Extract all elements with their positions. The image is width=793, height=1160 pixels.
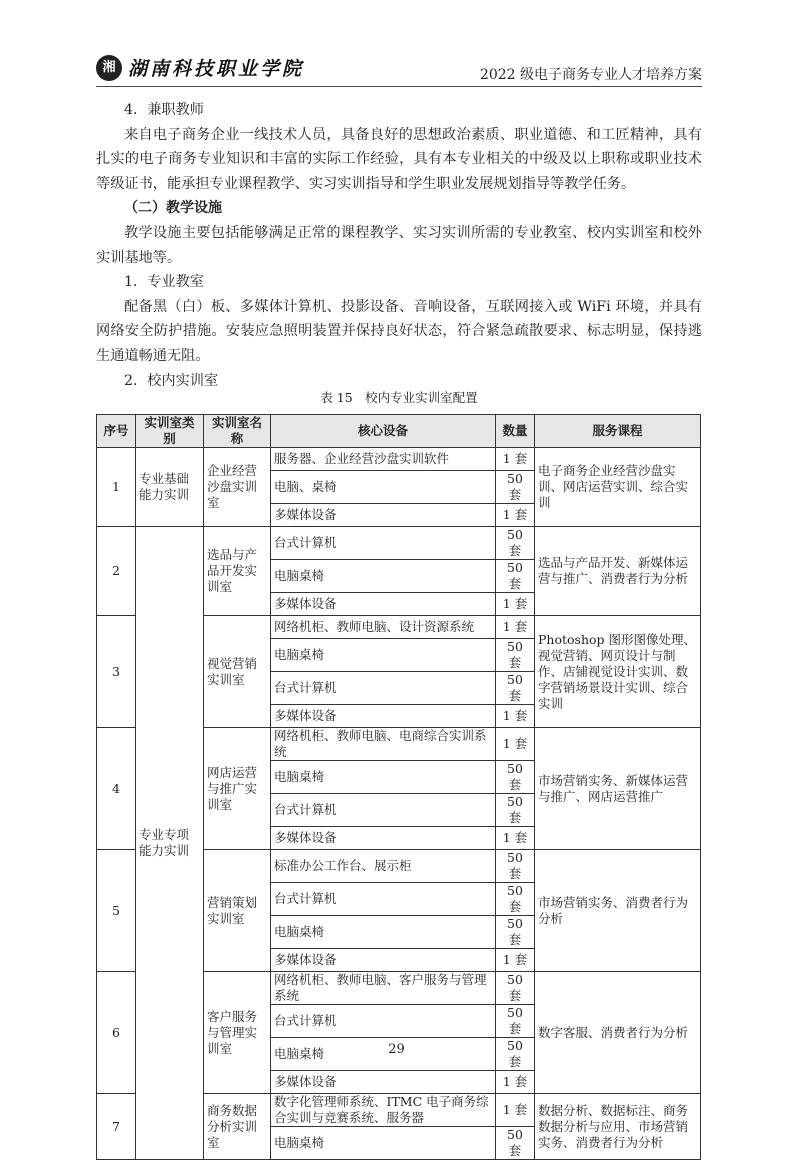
page-header [96, 56, 702, 87]
lab-name: 营销策划实训室 [204, 850, 271, 972]
row-no: 3 [97, 616, 136, 728]
college-name: 湖南科技职业学院 [128, 58, 305, 80]
equipment-qty: 1 套 [496, 504, 535, 527]
table-row [97, 527, 701, 560]
equipment-item: 台式计算机 [271, 883, 496, 916]
equipment-item: 网络机柜、教师电脑、电商综合实训系统 [271, 728, 496, 761]
row-no: 6 [97, 972, 136, 1094]
equipment-item: 多媒体设备 [271, 1071, 496, 1094]
equipment-item: 网络机柜、教师电脑、客户服务与管理系统 [271, 972, 496, 1005]
equipment-item: 台式计算机 [271, 672, 496, 705]
lab-name: 视觉营销实训室 [204, 616, 271, 728]
lab-name: 企业经营沙盘实训室 [204, 448, 271, 527]
equipment-item: 电脑桌椅 [271, 1038, 496, 1071]
row-no: 1 [97, 448, 136, 527]
table-row [97, 448, 701, 471]
equipment-item: 标准办公工作台、展示柜 [271, 850, 496, 883]
classroom-paragraph: 配备黑（白）板、多媒体计算机、投影设备、音响设备，互联网接入或 WiFi 环境，并具有网络安全防护措施。安装应急照明装置并保持良好状态，符合紧急疏散要求、标志明显，保持逃生通道畅通无阻。 [96, 298, 702, 364]
equipment-qty: 50 套 [496, 916, 535, 949]
header-category: 实训室类别 [136, 415, 204, 448]
equipment-item: 台式计算机 [271, 794, 496, 827]
equipment-qty: 1 套 [496, 705, 535, 728]
equipment-qty: 1 套 [496, 593, 535, 616]
service-courses: 数据分析、数据标注、商务数据分析与应用、市场营销实务、消费者行为分析 [535, 1094, 701, 1160]
college-seal-icon: 湘 [96, 55, 122, 81]
equipment-item: 多媒体设备 [271, 949, 496, 972]
equipment-qty: 1 套 [496, 448, 535, 471]
equipment-qty: 1 套 [496, 949, 535, 972]
body-text [96, 98, 702, 393]
lab-name: 商务数据分析实训室 [204, 1094, 271, 1160]
part-time-teacher-paragraph: 来自电子商务企业一线技术人员，具备良好的思想政治素质、职业道德、和工匠精神，具有扎实的电子商务专业知识和丰富的实际工作经验，具有本专业相关的中级及以上职称或职业技术等级证书，能承担专业课程教学、实习实训指导和学生职业发展规划指导等教学任务。 [96, 126, 702, 192]
service-courses: 数字客服、消费者行为分析 [535, 972, 701, 1094]
equipment-qty: 1 套 [496, 728, 535, 761]
equipment-item: 电脑桌椅 [271, 560, 496, 593]
header-courses: 服务课程 [535, 415, 701, 448]
lab-name: 网店运营与推广实训室 [204, 728, 271, 850]
equipment-item: 多媒体设备 [271, 593, 496, 616]
equipment-qty: 50 套 [496, 1127, 535, 1160]
lab-category: 专业基础能力实训 [136, 448, 204, 527]
equipment-qty: 50 套 [496, 560, 535, 593]
header-no: 序号 [97, 415, 136, 448]
college-logo [96, 54, 304, 81]
equipment-item: 台式计算机 [271, 1005, 496, 1038]
equipment-item: 电脑桌椅 [271, 761, 496, 794]
equipment-item: 电脑桌椅 [271, 1127, 496, 1160]
equipment-item: 电脑桌椅 [271, 916, 496, 949]
equipment-item: 多媒体设备 [271, 827, 496, 850]
service-courses: 市场营销实务、消费者行为分析 [535, 850, 701, 972]
document-title: 2022 级电子商务专业人才培养方案 [479, 67, 702, 83]
service-courses: 电子商务企业经营沙盘实训、网店运营实训、综合实训 [535, 448, 701, 527]
facilities-paragraph: 教学设施主要包括能够满足正常的课程教学、实习实训所需的专业教室、校内实训室和校外实训基地等。 [96, 224, 702, 266]
row-no: 7 [97, 1094, 136, 1160]
equipment-qty: 1 套 [496, 1094, 535, 1127]
header-lab-name: 实训室名称 [204, 415, 271, 448]
equipment-item: 电脑桌椅 [271, 639, 496, 672]
equipment-qty: 50 套 [496, 1038, 535, 1071]
table-caption: 表 15 校内专业实训室配置 [320, 390, 478, 405]
equipment-qty: 50 套 [496, 850, 535, 883]
equipment-qty: 50 套 [496, 883, 535, 916]
equipment-qty: 50 套 [496, 527, 535, 560]
equipment-qty: 50 套 [496, 471, 535, 504]
page-number: 29 [388, 1042, 405, 1057]
equipment-qty: 50 套 [496, 972, 535, 1005]
table-header-row [97, 415, 701, 448]
row-no: 2 [97, 527, 136, 616]
equipment-qty: 1 套 [496, 616, 535, 639]
equipment-item: 台式计算机 [271, 527, 496, 560]
equipment-qty: 50 套 [496, 794, 535, 827]
header-quantity: 数量 [496, 415, 535, 448]
service-courses: 市场营销实务、新媒体运营与推广、网店运营推广 [535, 728, 701, 850]
service-courses: 选品与产品开发、新媒体运营与推广、消费者行为分析 [535, 527, 701, 616]
equipment-qty: 50 套 [496, 1005, 535, 1038]
equipment-qty: 1 套 [496, 827, 535, 850]
equipment-item: 服务器、企业经营沙盘实训软件 [271, 448, 496, 471]
equipment-qty: 50 套 [496, 672, 535, 705]
equipment-item: 电脑、桌椅 [271, 471, 496, 504]
equipment-item: 多媒体设备 [271, 504, 496, 527]
equipment-item: 数字化管理师系统、ITMC 电子商务综合实训与竞赛系统、服务器 [271, 1094, 496, 1127]
classroom-heading: 1．专业教室 [124, 274, 204, 291]
facilities-heading: （二）教学设施 [124, 200, 222, 217]
lab-name: 选品与产品开发实训室 [204, 527, 271, 616]
equipment-item: 网络机柜、教师电脑、设计资源系统 [271, 616, 496, 639]
header-equipment: 核心设备 [271, 415, 496, 448]
equipment-qty: 50 套 [496, 761, 535, 794]
row-no: 5 [97, 850, 136, 972]
part-time-teacher-heading: 4．兼职教师 [124, 102, 204, 118]
equipment-qty: 1 套 [496, 1071, 535, 1094]
lab-name: 客户服务与管理实训室 [204, 972, 271, 1094]
lab-heading: 2．校内实训室 [124, 372, 219, 389]
equipment-item: 多媒体设备 [271, 705, 496, 728]
service-courses: Photoshop 图形图像处理、视觉营销、网页设计与制作、店铺视觉设计实训、数字营销场景设计实训、综合实训 [535, 616, 701, 728]
equipment-qty: 50 套 [496, 639, 535, 672]
lab-category: 专业专项能力实训 [136, 527, 204, 1160]
row-no: 4 [97, 728, 136, 850]
